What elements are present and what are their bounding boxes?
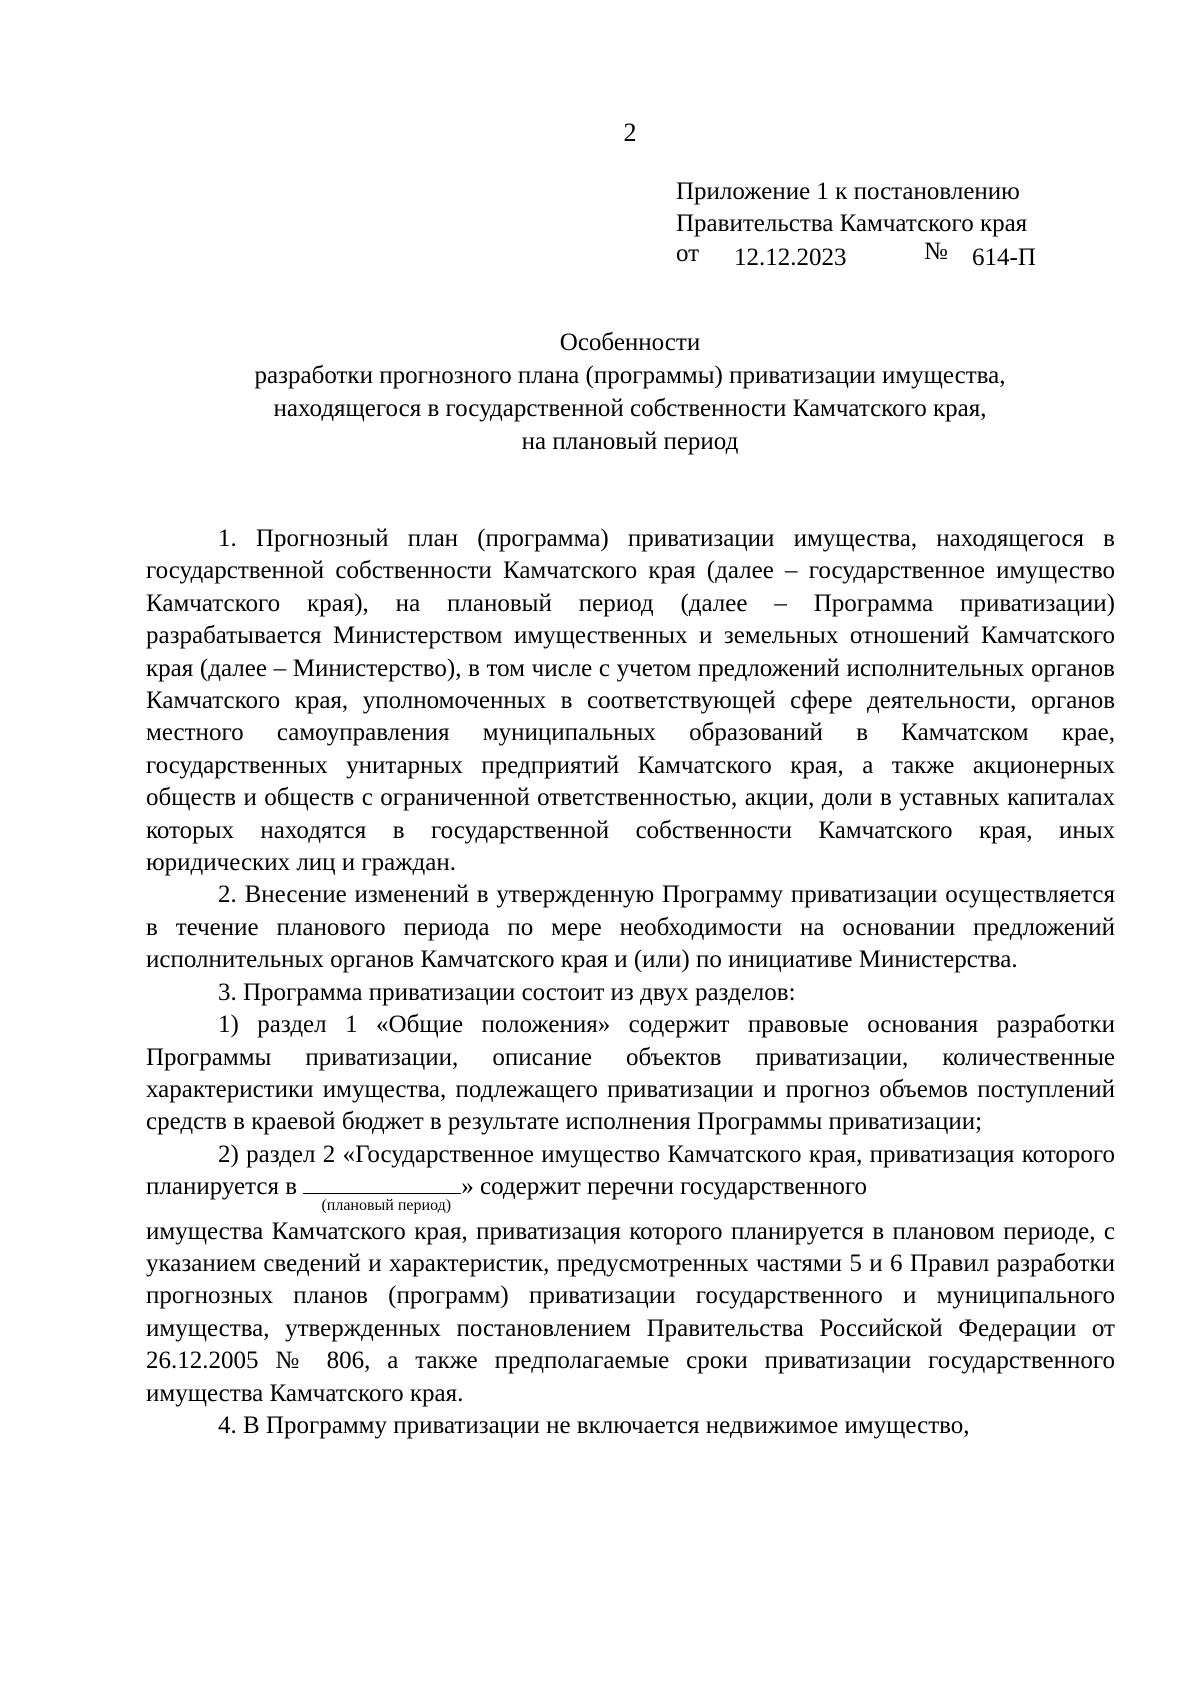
document-number: 614-П — [972, 244, 1036, 271]
document-reference — [676, 238, 1036, 278]
item-2-text-rest: имущества Камчатского края, приватизация которого планируется в плановом периоде, с указанием сведений и характеристик, предусмотренных частями 5 и 6 Правил разработки прогнозных планов (программ) приватизации государственного и муниципального имущества, утвержденных постановлением Правительства Российской Федерации от 26.12.2005 № 806, а также предполагаемые сроки приватизации государственного имущества Камчатского края. — [146, 1217, 1115, 1407]
from-label: от — [676, 240, 700, 267]
appendix-header — [676, 176, 1036, 278]
paragraph-2: 2. Внесение изменений в утвержденную Программу приватизации осуществляется в течение планового периода по мере необходимости на основании предложений исполнительных органов Камчатского края и (или) по инициативе Министерства. — [146, 881, 1115, 974]
paragraph-4: 4. В Программу приватизации не включается недвижимое имущество, — [218, 1411, 970, 1439]
planned-period-caption: (плановый период) — [321, 1197, 452, 1215]
title-line-3: находящегося в государственной собственности Камчатского края, — [273, 395, 987, 422]
document-body — [146, 523, 1115, 1442]
document-title — [146, 326, 1114, 458]
title-line-4: на плановый период — [521, 428, 739, 455]
document-date: 12.12.2023 — [734, 244, 847, 271]
title-line-2: разработки прогнозного плана (программы) приватизации имущества, — [254, 362, 1006, 389]
page-number: 2 — [623, 118, 637, 147]
paragraph-3-item-1: 1) раздел 1 «Общие положения» содержит правовые основания разработки Программы приватизации, описание объектов приватизации, количественные характеристики имущества, подлежащего приватизации и прогноз объемов поступлений средств в краевой бюджет в результате исполнения Программы приватизации; — [146, 1011, 1115, 1136]
item-2-text-end: » содержит перечни государственного — [461, 1173, 868, 1201]
item-2-text-start: 2) раздел 2 «Государственное имущество Камчатского края, приватизация которого планируется в — [146, 1140, 1115, 1201]
title-line-1: Особенности — [559, 329, 701, 356]
appendix-line-1: Приложение 1 к постановлению — [676, 178, 1020, 205]
appendix-line-2: Правительства Камчатского края — [676, 210, 1028, 237]
number-sign: № — [924, 238, 948, 265]
paragraph-3-item-2 — [146, 1139, 1115, 1410]
paragraph-3: 3. Программа приватизации состоит из двух разделов: — [218, 978, 796, 1006]
planned-period-blank — [303, 1171, 461, 1215]
paragraph-1: 1. Прогнозный план (программа) приватизации имущества, находящегося в государственной собственности Камчатского края (далее – государственное имущество Камчатского края), на плановый период (далее – Программа приватизации) разрабатывается Министерством имущественных и земельных отношений Камчатского края (далее – Министерство), в том числе с учетом предложений исполнительных органов Камчатского края, уполномоченных в соответствующей сфере деятельности, органов местного самоуправления муниципальных образований в Камчатском крае, государственных унитарных предприятий Камчатского края, а также акционерных обществ и обществ с ограниченной ответственностью, акции, доли в уставных капиталах которых находятся в государственной собственности Камчатского края, иных юридических лиц и граждан. — [146, 525, 1115, 877]
